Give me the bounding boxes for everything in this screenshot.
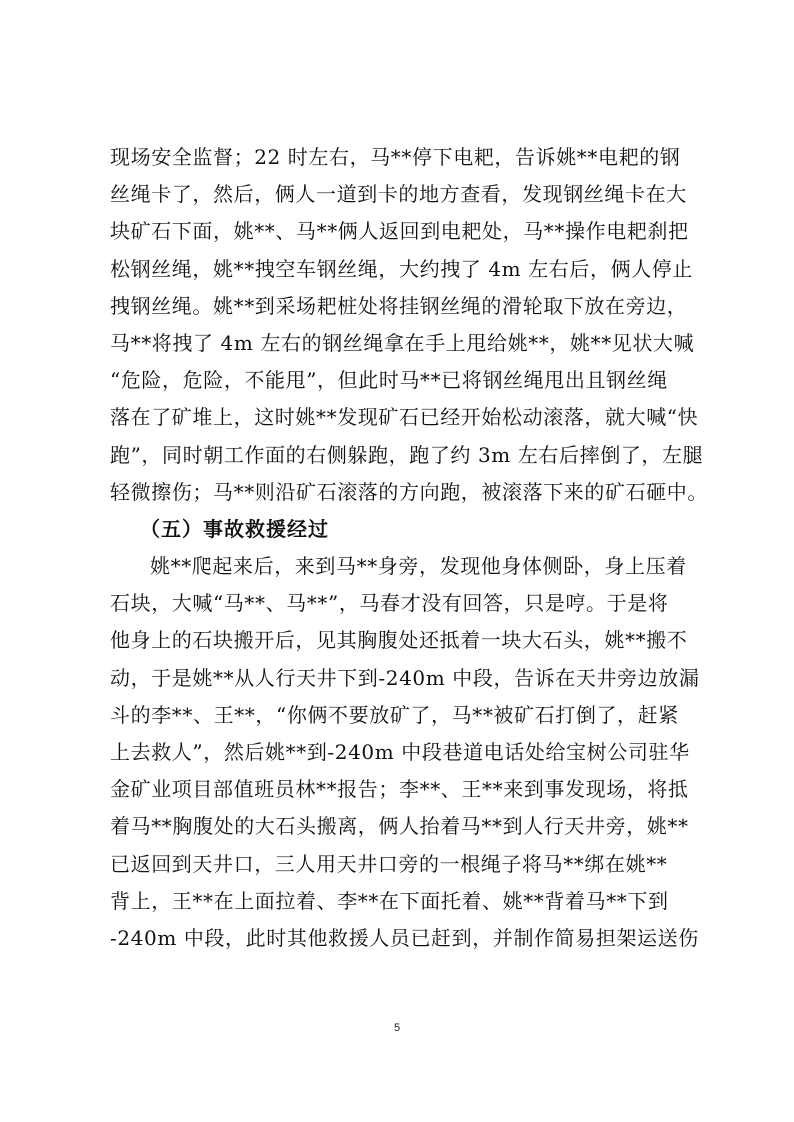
paragraph-line: 金矿业项目部值班员林**报告；李**、王**来到事发现场，将抵: [110, 777, 689, 802]
paragraph-line: 丝绳卡了，然后，俩人一道到卡的地方查看，发现钢丝绳卡在大: [110, 182, 687, 207]
paragraph-line: 马**将拽了 4m 左右的钢丝绳拿在手上甩给姚**，姚**见状大喊: [110, 330, 695, 355]
paragraph-line: 跑”，同时朝工作面的右侧躲跑，跑了约 3m 左右后摔倒了，左腿: [110, 442, 704, 467]
paragraph-line: 上去救人”，然后姚**到-240m 中段巷道电话处给宝树公司驻华: [110, 740, 690, 764]
body-text: [110, 139, 708, 957]
paragraph-line: 轻微擦伤；马**则沿矿石滚落的方向跑，被滚落下来的矿石砸中。: [110, 479, 708, 504]
paragraph-line: 斗的李**、王**，“你俩不要放矿了，马**被矿石打倒了，赶紧: [110, 702, 679, 727]
paragraph-line: 背上，王**在上面拉着、李**在下面托着、姚**背着马**下到: [110, 888, 669, 913]
paragraph-line: 姚**爬起来后，来到马**身旁，发现他身体侧卧，身上压着: [150, 554, 687, 579]
paragraph-line: 拽钢丝绳。姚**到采场耙桩处将挂钢丝绳的滑轮取下放在旁边，: [110, 293, 688, 318]
page-number: 5: [393, 1022, 401, 1034]
paragraph-line: 石块，大喊“马**、马**”，马春才没有回答，只是哼。于是将: [110, 591, 669, 616]
paragraph-line: 块矿石下面，姚**、马**俩人返回到电耙处，马**操作电耙刹把: [110, 219, 689, 244]
section-heading: （五）事故救援经过: [140, 516, 329, 541]
paragraph-line: 他身上的石块搬开后，见其胸腹处还抵着一块大石头，姚**搬不: [110, 628, 688, 653]
paragraph-line: “危险，危险，不能甩”，但此时马**已将钢丝绳甩出且钢丝绳: [110, 368, 668, 393]
paragraph-line: 松钢丝绳，姚**拽空车钢丝绳，大约拽了 4m 左右后，俩人停止: [110, 256, 694, 281]
paragraph-line: 现场安全监督；22 时左右，马**停下电耙，告诉姚**电耙的钢: [110, 145, 681, 169]
paragraph-line: 动，于是姚**从人行天井下到-240m 中段，告诉在天井旁边放漏: [110, 665, 700, 690]
paragraph-line: 落在了矿堆上，这时姚**发现矿石已经开始松动滚落，就大喊“快: [110, 405, 699, 430]
paragraph-line: 已返回到天井口，三人用天井口旁的一根绳子将马**绑在姚**: [110, 851, 668, 876]
paragraph-line: -240m 中段，此时其他救援人员已赶到，并制作简易担架运送伤: [110, 925, 699, 950]
paragraph-line: 着马**胸腹处的大石头搬离，俩人抬着马**到人行天井旁，姚**: [110, 814, 689, 839]
